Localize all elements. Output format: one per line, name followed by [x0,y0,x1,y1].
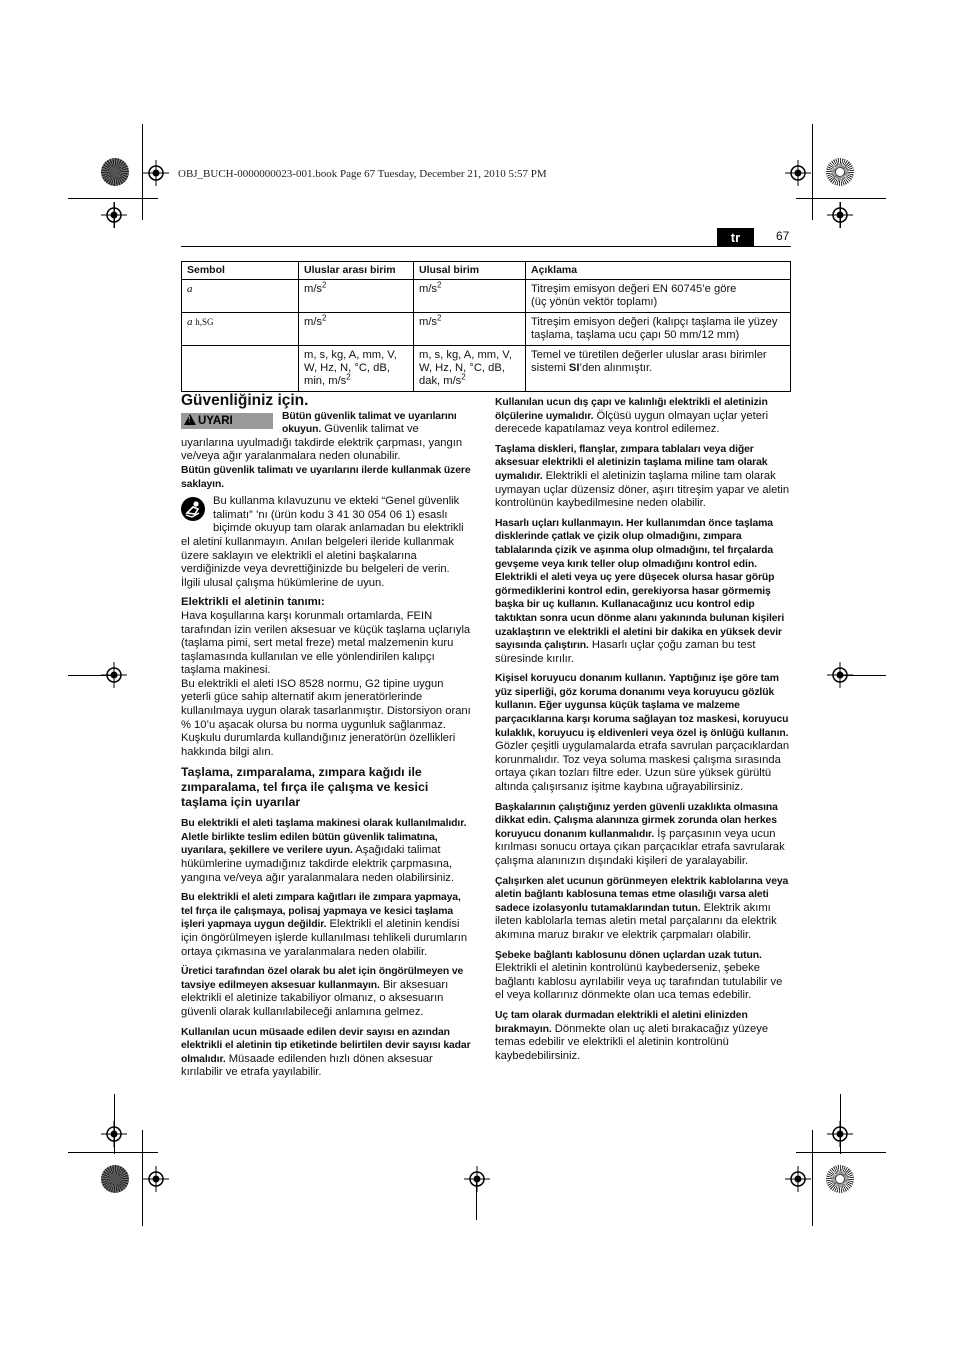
read-manual-icon [181,497,205,521]
registration-mark-icon [101,202,127,228]
bold-text: Taşlama diskleri, flanşlar, zımpara tablaları veya diğer aksesuar elektrikli el aletinizin taşlama miline tam olarak uymalıdır. [495,443,768,482]
bold-text: Üretici tarafından özel olarak bu alet için öngörülmeyen ve tavsiye edilmeyen aksesuar kullanmayın. [181,966,464,991]
bold-text: Kullanılan ucun müsaade edilen devir sayısı en azından elektrikli el aletinin tip etiketinde belirtilen devir sayısı kadar olmalıdır. [181,1026,471,1065]
symbol-subscript: h,SG [195,317,214,327]
warning-block [181,410,474,464]
body-text: Bir aksesuarı elektrikli el aletinize takabiliyor olmanız, o aksesuarın güvenli olarak kullanılabileceği anlamına gelmez. [181,978,449,1018]
body-text: Aşağıdaki talimat hükümlerine uymadığınız takdirde elektrik çarpmasına, yangına ve/veya ağır yaralanmalara neden olabilirsiniz. [181,844,455,884]
intl-unit-cell [299,280,414,313]
table-row [182,313,791,346]
body-text: Elektrikli el aletinin kontrolünü kaybederseniz, şebeke bağlantı kablosu ayrılabilir veya uç tarafından tutulabilir ve el veya kollarınız dönmekte olan uca temas edebilir. [495,962,783,1002]
body-text: Güvenlik talimat ve uyarılarına uyulmadığı takdirde elektrik çarpması, yangın ve/veya ağır yaralanmalara neden olunabilir. [181,423,463,463]
subheading: Taşlama, zımparalama, zımpara kağıdı ile zımparalama, tel fırça ile çalışma ve kesici taşlama için uyarılar [181,765,429,809]
registration-mark-icon [827,662,853,688]
table-header: Sembol [182,262,299,280]
bold-text: Çalışırken alet ucunun görünmeyen elektrik kablolarına veya aletin bağlantı kablosuna temas etme olasılığı varsa aleti sadece izolasyonlu tutamaklarından tutun. [495,875,789,914]
symbol-cell [182,346,299,392]
registration-mark-icon [143,160,169,186]
intl-unit: m, s, kg, A, mm, V, W, Hz, N, °C, dB, min, m/s [304,349,397,387]
header-rule [181,246,791,247]
national-unit-cell [414,346,526,392]
symbol: a [187,283,193,295]
description: Titreşim emisyon değeri EN 60745’e göre [531,283,737,295]
table-row [182,280,791,313]
bold-text: Bu elektrikli el aleti taşlama makinesi olarak kullanılmalıdır. Aletle birlikte teslim edilen bütün güvenlik talimatına, uyarılara, şekillere ve verilere uyun. [181,818,467,857]
body-text: Elektrikli el aletinin kendisi için öngörülmeyen işlerde kullanılması tehlikeli durumların ortaya çıkmasına ve yaralanmalara neden olabilir. [181,918,468,958]
superscript: 2 [437,280,442,290]
crop-line [68,1152,158,1153]
body-text: Hasarlı uçlar çoğu zaman bu test süresinde kırılır. [495,639,756,665]
body-text: İlgili ulusal çalışma hükümlerine de uyun. [181,576,385,589]
intl-unit: m/s [304,316,323,328]
table-header: Açıklama [526,262,791,280]
color-rosette-icon [101,1165,129,1193]
crop-line [796,198,886,199]
color-rosette-icon [826,1165,854,1193]
warning-triangle-icon [184,414,196,425]
intl-unit: m/s [304,283,323,295]
crop-line [68,198,158,199]
language-badge: tr [717,228,754,247]
subheading: Elektrikli el aletinin tanımı: [181,596,325,609]
bold-text: Uç tam olarak durmadan elektrikli el aletini elinizden bırakmayın. [495,1009,748,1035]
warning-badge [181,413,273,429]
intl-unit-cell [299,313,414,346]
crop-line [812,124,813,220]
paragraph: Hava koşullarına karşı korunmalı ortamlarda, FEIN tarafından izin verilen aksesuar ve küçük taşlama uçlarıyla (taşlama pimi, sert metal freze) metal malzemenin kuru taşlamasında kullanılan ve elle yönlendirilen kalıpçı taşlama makinesi. [181,609,471,677]
national-unit: m/s [419,316,438,328]
warning-label: UYARI [198,414,233,427]
table-row [182,346,791,392]
national-unit-cell [414,313,526,346]
si-abbrev: SI [568,362,580,374]
national-unit: m, s, kg, A, mm, V, W, Hz, N, °C, dB, dak, m/s [419,349,512,387]
body-text: Gözler çeşitli uygulamalarda etrafa savrulan parçacıklardan korunmalıdır. Toz veya soluma maskesi çalışma sırasında ortaya çıkan tozları filtre eder. Uzun süre yüksek gürültü altında çalışırsanız işitme kaybına uğrayabilirsiniz. [495,740,790,794]
paragraph: Bu elektrikli el aleti ISO 8528 normu, G2 tipine uygun yeterli güce sahip alternatif akım jeneratörlerinde kullanılmaya uygun olarak tasarlanmıştır. Distorsiyon oranı % 10’u aşacak olursa bu norma uygunluk sağlanmaz. Kuşkulu durumlarda kullandığınız jeneratörün özellikleri hakkında bilgi alın. [181,677,471,758]
registration-mark-icon [785,1166,811,1192]
description: ’den alınmıştır. [579,362,653,374]
symbol: a [187,316,193,328]
color-rosette-icon [101,158,129,186]
national-unit: m/s [419,283,438,295]
description: Temel ve türetilen değerler uluslar arası birimler sistemi [531,349,767,374]
superscript: 2 [322,280,327,290]
right-column [495,396,790,1069]
description-cell [526,313,791,346]
section-title: Güvenliğiniz için. [181,392,309,409]
description: (üç yönün vektör toplamı) [531,296,658,308]
description-cell [526,280,791,313]
superscript: 2 [322,313,327,323]
superscript: 2 [346,372,351,382]
left-column [181,392,474,1086]
table-header: Uluslar arası birim [299,262,414,280]
registration-mark-icon [827,1121,853,1147]
superscript: 2 [461,372,466,382]
registration-mark-icon [101,662,127,688]
bold-text: Hasarlı uçları kullanmayın. Her kullanımdan önce taşlama disklerinde çatlak ve çizik olup olmadığını, zımpara tablalarında çizik ve aşınma olup olmadığını, tel fırçalarda gevşeme veya kırık teller olup olmadığını kontrol edin. Elektrikli el aleti veya uç yere düşecek olursa hasar görüp görmediklerini kontrol edin, gerekiyorsa hasar görmemiş başka bir uç kullanın. Kullanacağınız ucu kontrol edip taktıktan sonra ucun dönme alanı yakınında bulunan kişileri uzaklaştırın ve elektrikli el aletini bir dakika en yüksek devir sayısında çalıştırın. [495,517,785,652]
table-header-row [182,262,791,280]
page-number: 67 [776,229,790,243]
manual-block [181,495,474,590]
symbol-cell [182,280,299,313]
body-text: Ölçüsü uygun olmayan uçlar yeteri derecede kapatılamaz veya kontrol edilemez. [495,409,769,436]
table-header: Ulusal birim [414,262,526,280]
bold-paragraph: Bütün güvenlik talimatı ve uyarılarını ilerde kullanmak üzere saklayın. [181,464,471,490]
bold-text: Şebeke bağlantı kablosunu dönen uçlardan uzak tutun. [495,949,762,961]
body-text: İş parçasının veya ucun kırılması sonucu ortaya çıkan parçacıklar etrafa savrularak çalışma alanınızın dışındaki kişileri de yaralayabilir. [495,827,785,867]
description-cell [526,346,791,392]
intl-unit-cell [299,346,414,392]
registration-mark-icon [101,1121,127,1147]
description: taşlama, taşlama ucu çapı 50 mm/12 mm) [531,329,740,341]
symbol-table [181,261,791,392]
registration-mark-icon [464,1166,490,1192]
description: Titreşim emisyon değeri (kalıpçı taşlama ile yüzey [531,316,778,328]
bold-text: Bütün güvenlik talimat ve uyarılarını okuyun. [282,410,457,436]
body-text: Müsaade edilenden hızlı dönen aksesuar kırılabilir ve etrafa yayılabilir. [181,1052,433,1079]
crop-line [812,1130,813,1226]
body-text: Bu kullanma kılavuzunu ve ekteki “Genel güvenlik talimatı” ’nı (ürün kodu 3 41 30 054 06 1) esaslı biçimde okuyup tam olarak anlamadan bu elektrikli el aletini kullanmayın. Anılan belgeleri ileride kullanmak üzere saklayın ve elektrikli el aletini başkalarına verdiğinizde veya devrettiğinizde bu belgeleri de verin. [181,495,464,576]
body-text: Elektrik akımı ileten kablolarla temas aletin metal parçalarını da elektrik akımına maruz bırakır ve elektrik çarpmaları olabilir. [495,901,777,941]
crop-line [796,1152,886,1153]
registration-mark-icon [143,1166,169,1192]
registration-mark-icon [785,160,811,186]
bold-text: Kişisel koruyucu donanım kullanın. Yaptığınız işe göre tam yüz siperliği, göz koruma donanımı veya koruyucu gözlük kullanın. Eğer uygunsa küçük taşlama ve malzeme parçacıklarına karşı koruma sağlayan toz maskesi, koruyucu kulaklık, koruyucu iş eldivenleri veya özel iş önlüğü kullanın. [495,673,789,739]
body-text: Elektrikli el aletinizin taşlama miline tam olarak uymayan uçlar düzensiz döner, aşırı titreşim yapar ve aletin kontrolünün kaybedilmesine neden olabilir. [495,469,790,510]
symbol-cell [182,313,299,346]
registration-mark-icon [827,202,853,228]
body-text: Dönmekte olan uç aleti bırakacağız yüzeye temas edebilir ve elektrikli el aletinin kontrolünü kaybedebilirsiniz. [495,1022,769,1062]
bold-text: Kullanılan ucun dış çapı ve kalınlığı elektrikli el aletinizin ölçülerine uymalıdır. [495,397,768,422]
bold-text: Başkalarının çalıştığınız yerden güvenli uzaklıkta olmasına dikkat edin. Çalışma alanınıza girmek zorunda olan herkes koruyucu donanım kullanmalıdır. [495,801,778,840]
national-unit-cell [414,280,526,313]
bold-text: Bu elektrikli el aleti zımpara kağıtları ile zımpara yapmaya, tel fırça ile çalışmaya, polisaj yapmaya ve kesici taşlama işleri yapmaya uygun değildir. [181,892,461,931]
superscript: 2 [437,313,442,323]
color-rosette-icon [826,158,854,186]
file-info: OBJ_BUCH-0000000023-001.book Page 67 Tuesday, December 21, 2010 5:57 PM [178,168,547,180]
